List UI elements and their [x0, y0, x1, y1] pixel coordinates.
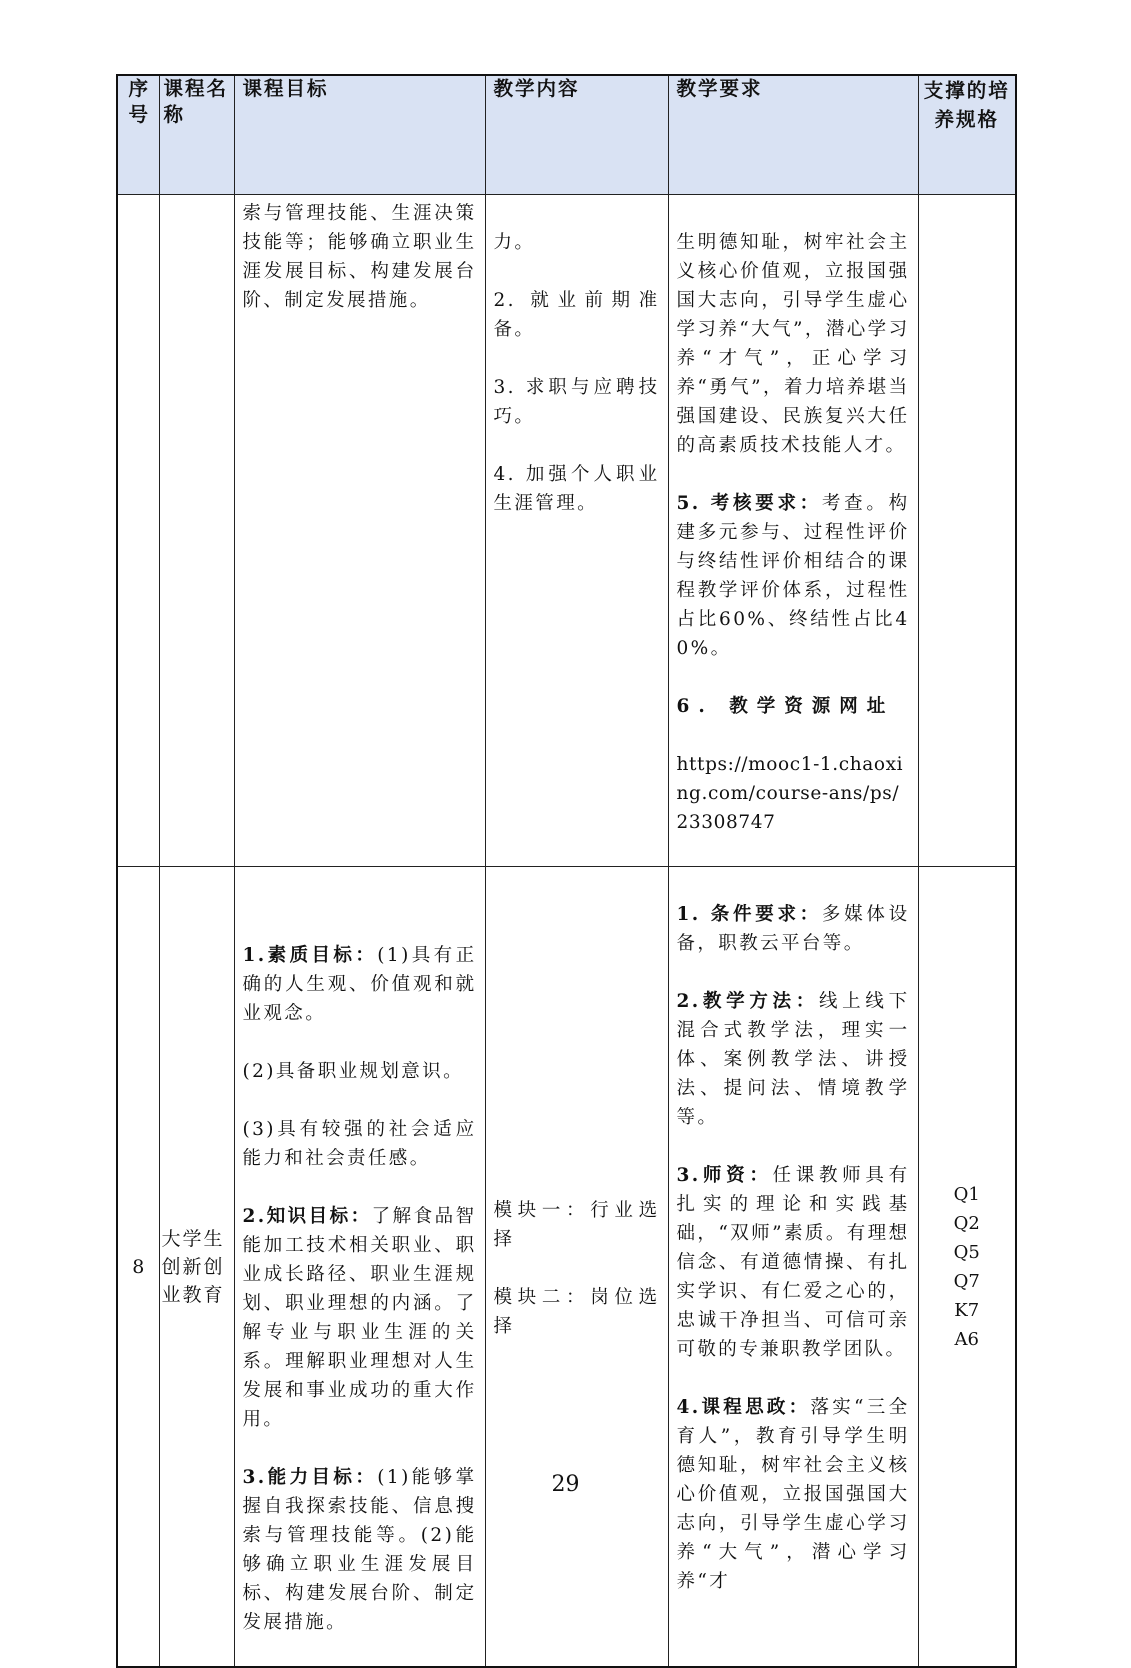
header-row: [117, 75, 1016, 195]
spec-item: A6: [954, 1328, 979, 1350]
spec-item: K7: [954, 1299, 980, 1321]
course-name: 大学生创新创业教育: [161, 1227, 225, 1306]
goal-quality-3: (3)具有较强的社会适应能力和社会责任感。: [242, 1119, 477, 1169]
requirement-assessment-label: 5. 考核要求：: [676, 493, 822, 514]
goal-quality-text: (1)具有正确的人生观、价值观和就业观念。: [242, 945, 477, 1024]
content-item: 4. 加强个人职业生涯管理。: [493, 464, 660, 514]
goal-knowledge-text: 了解食品智能加工技术相关职业、职业成长路径、职业生涯规划、职业理想的内涵。了解专业与职业生涯的关系。理解职业理想对人生发展和事业成功的重大作用。: [242, 1206, 477, 1430]
requirement-methods-label: 2.教学方法：: [676, 991, 819, 1012]
teaching-requirement-cell: [668, 867, 918, 1668]
table-row: [117, 867, 1016, 1668]
requirement-conditions: [677, 900, 910, 958]
no-cell: [117, 867, 159, 1668]
no-cell: [117, 195, 159, 867]
training-spec-cell: [918, 195, 1016, 867]
training-spec-cell: [918, 867, 1016, 1668]
course-goal-text: 索与管理技能、生涯决策技能等；能够确立职业生涯发展目标、构建发展台阶、制定发展措施。: [242, 203, 477, 311]
training-spec-list: [919, 1180, 1016, 1354]
teaching-content-cell: [485, 867, 668, 1668]
goal-quality-2: (2)具备职业规划意识。: [242, 1061, 465, 1082]
goal-ability-label: 3.能力目标：: [242, 1467, 378, 1488]
content-item: 模块一：行业选择: [493, 1200, 660, 1250]
spec-item: Q5: [953, 1241, 980, 1263]
content-item: 3. 求职与应聘技巧。: [493, 377, 660, 427]
content-item: 2. 就业前期准备。: [493, 290, 660, 340]
requirement-teachers-label: 3.师资：: [676, 1165, 773, 1186]
requirement-ideology-cont: 生明德知耻，树牢社会主义核心价值观，立报国强国大志向，引导学生虚心学习养“大气”，潜心学习养“才气”，正心学习养“勇气”，着力培养堪当强国建设、民族复兴大任的高素质技术技能人才。: [676, 232, 910, 456]
requirement-methods: [677, 987, 910, 1132]
goal-ability-text: (1)能够掌握自我探索技能、信息搜索与管理技能等。(2)能够确立职业生涯发展目标、构建发展台阶、制定发展措施。: [242, 1467, 477, 1633]
course-goal-text: [235, 867, 485, 1666]
requirement-teachers: [677, 1161, 910, 1364]
course-goal-cell: [234, 195, 485, 867]
requirement-conditions-label: 1. 条件要求：: [676, 904, 822, 925]
goal-knowledge-label: 2.知识目标：: [242, 1206, 372, 1227]
requirement-assessment: [677, 489, 910, 663]
header-teaching-content: 教学内容: [485, 75, 668, 195]
teaching-requirement-text: [669, 195, 918, 866]
header-teaching-requirement: 教学要求: [668, 75, 918, 195]
course-name-cell: [159, 867, 234, 1668]
teaching-requirement-text: [669, 867, 918, 1625]
spec-item: Q1: [953, 1183, 980, 1205]
course-goal-cell: [234, 867, 485, 1668]
goal-knowledge: [243, 1202, 477, 1434]
resource-url-link[interactable]: https://mooc1-1.chaoxing.com/course-ans/ps/23308747: [676, 754, 904, 833]
goal-quality: [243, 941, 477, 1028]
course-name-cell: [159, 195, 234, 867]
header-no: 序号: [117, 75, 159, 195]
header-course-goal: 课程目标: [234, 75, 485, 195]
page-number: 29: [551, 1472, 580, 1497]
spec-item: Q2: [953, 1212, 980, 1234]
content-item: 模块二：岗位选择: [493, 1287, 660, 1337]
requirement-methods-text: 线上线下混合式教学法，理实一体、案例教学法、讲授法、提问法、情境教学等。: [676, 991, 910, 1128]
goal-quality-label: 1.素质目标：: [242, 945, 378, 966]
teaching-requirement-cell: [668, 195, 918, 867]
requirement-teachers-text: 任课教师具有扎实的理论和实践基础，“双师”素质。有理想信念、有道德情操、有扎实学识、有仁爱之心的，忠诚干净担当、可信可亲可敬的专兼职教学团队。: [676, 1165, 910, 1360]
requirement-assessment-text: 考查。构建多元参与、过程性评价与终结性评价相结合的课程教学评价体系，过程性占比60%、终结性占比40%。: [676, 493, 910, 659]
header-training-spec: 支撑的培养规格: [918, 75, 1016, 195]
content-item: 力。: [493, 232, 536, 253]
spec-item: Q7: [953, 1270, 980, 1292]
teaching-content-list: [486, 1163, 668, 1370]
requirement-ideology-text: 落实“三全育人”，教育引导学生明德知耻，树牢社会主义核心价值观，立报国强国大志向，引导学生虚心学习养“大气”，潜心学习养“才: [676, 1397, 910, 1592]
table-row: [117, 195, 1016, 867]
requirement-resource: [677, 692, 910, 721]
requirement-conditions-text: 多媒体设备，职教云平台等。: [676, 904, 910, 954]
teaching-content-cell: [485, 195, 668, 867]
header-course-name: 课程名称: [159, 75, 234, 195]
course-table: [116, 74, 1017, 1668]
requirement-ideology-label: 4.课程思政：: [676, 1397, 811, 1418]
teaching-content-list: [486, 195, 668, 547]
row-number: 8: [132, 1255, 145, 1278]
requirement-resource-label: 6. 教学资源网址: [676, 696, 895, 717]
